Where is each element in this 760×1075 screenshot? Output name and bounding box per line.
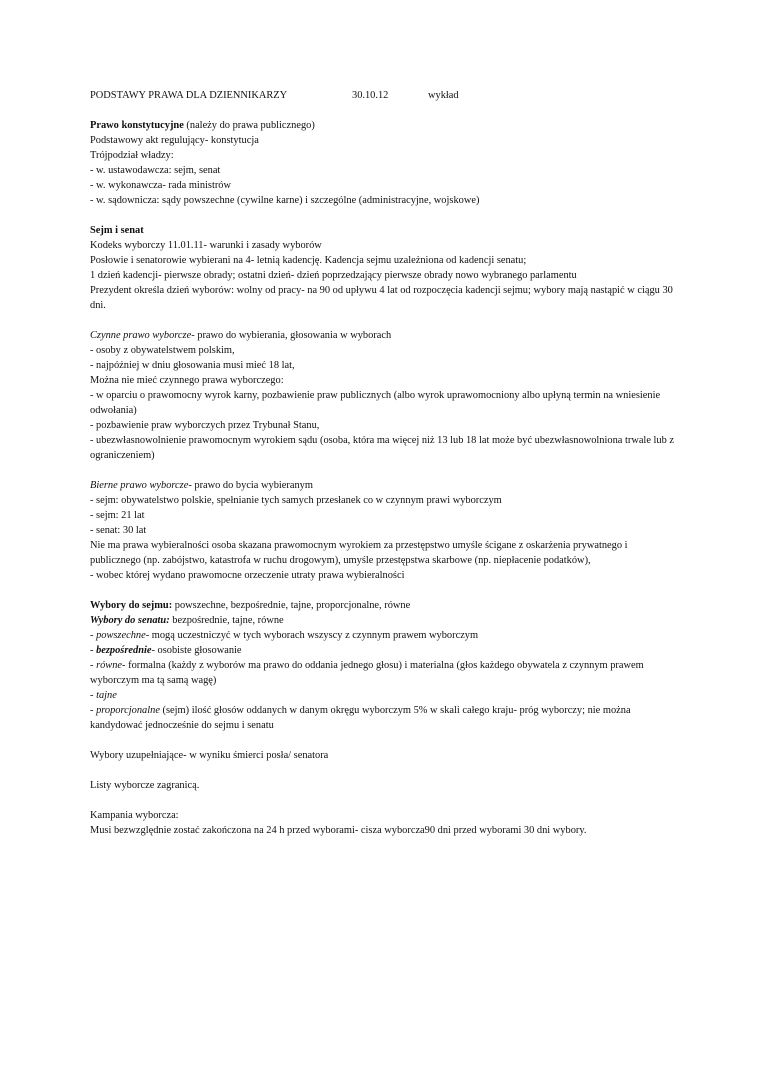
section-heading-czynne: Czynne prawo wyborcze- prawo do wybierania, głosowania w wyborach bbox=[90, 330, 392, 341]
text-line: Trójpodział władzy: bbox=[90, 150, 174, 161]
list-item: - w. ustawodawcza: sejm, senat bbox=[90, 165, 221, 176]
text-line: 1 dzień kadencji- pierwsze obrady; ostatni dzień- dzień poprzedzający pierwsze obrady nowo wybranego parlamentu bbox=[90, 270, 577, 281]
list-item: - osoby z obywatelstwem polskim, bbox=[90, 345, 235, 356]
section-heading-wybory-senat: Wybory do senatu: bezpośrednie, tajne, równe bbox=[90, 615, 284, 626]
list-item: - ubezwłasnowolnienie prawomocnym wyrokiem sądu (osoba, która ma więcej niż 13 lub 18 lat może być ubezwłasnowolniona trwale lub z ograniczeniem) bbox=[90, 435, 675, 461]
lecture-type: wykład bbox=[428, 90, 459, 101]
section-heading-wybory-sejm: Wybory do sejmu: powszechne, bezpośrednie, tajne, proporcjonalne, równe bbox=[90, 600, 411, 611]
list-item: - powszechne- mogą uczestniczyć w tych wyborach wszyscy z czynnym prawem wyborczym bbox=[90, 630, 479, 641]
lecture-date: 30.10.12 bbox=[352, 90, 389, 101]
text-line: Można nie mieć czynnego prawa wyborczego: bbox=[90, 375, 284, 386]
list-item: - tajne bbox=[90, 690, 117, 701]
list-item: - senat: 30 lat bbox=[90, 525, 147, 536]
text-line: Posłowie i senatorowie wybierani na 4- letnią kadencję. Kadencja sejmu uzależniona od kadencji senatu; bbox=[90, 255, 527, 266]
list-item: - bezpośrednie- osobiste głosowanie bbox=[90, 645, 242, 656]
text-line: Podstawowy akt regulujący- konstytucja bbox=[90, 135, 259, 146]
list-item: - równe- formalna (każdy z wyborów ma prawo do oddania jednego głosu) i materialna (głos każdego obywatela z czynnym prawem wyborczym ma tą samą wagę) bbox=[90, 660, 644, 686]
text-line: Musi bezwzględnie zostać zakończona na 24 h przed wyborami- cisza wyborcza90 dni przed wyborami 30 dni wybory. bbox=[90, 825, 587, 836]
list-item: - sejm: obywatelstwo polskie, spełnianie tych samych przesłanek co w czynnym prawi wyborczym bbox=[90, 495, 502, 506]
list-item: - pozbawienie praw wyborczych przez Trybunał Stanu, bbox=[90, 420, 320, 431]
section-heading-kampania: Kampania wyborcza: bbox=[90, 810, 179, 821]
text-line: Nie ma prawa wybieralności osoba skazana prawomocnym wyrokiem za przestępstwo umyśle ścigane z oskarżenia prywatnego i publicznego (np. zabójstwo, katastrofa w ruchu drogowym), umyśle przestępstwa skarbowe (np. niepłacenie podatków), bbox=[90, 540, 628, 566]
text-line: Prezydent określa dzień wyborów: wolny od pracy- na 90 od upływu 4 lat od rozpoczęcia kadencji sejmu; wybory mają nastąpić w ciągu 30 dni. bbox=[90, 285, 673, 311]
text-line: Listy wyborcze zagranicą. bbox=[90, 780, 200, 791]
list-item: - w. wykonawcza- rada ministrów bbox=[90, 180, 231, 191]
text-line: Wybory uzupełniające- w wyniku śmierci posła/ senatora bbox=[90, 750, 329, 761]
section-heading-sejm: Sejm i senat bbox=[90, 225, 144, 236]
list-item: - proporcjonalne (sejm) ilość głosów oddanych w danym okręgu wyborczym 5% w skali całego kraju- próg wyborczy; nie można kandydować jednocześnie do sejmu i senatu bbox=[90, 705, 631, 731]
course-title: PODSTAWY PRAWA DLA DZIENNIKARZY bbox=[90, 90, 288, 101]
section-heading-bierne: Bierne prawo wyborcze- prawo do bycia wybieranym bbox=[90, 480, 313, 491]
document-header bbox=[90, 88, 675, 103]
section-heading-konstytucja: Prawo konstytucyjne (należy do prawa publicznego) bbox=[90, 120, 315, 131]
list-item: - sejm: 21 lat bbox=[90, 510, 145, 521]
document-page bbox=[90, 88, 675, 838]
list-item: - w oparciu o prawomocny wyrok karny, pozbawienie praw publicznych (albo wyrok uprawomocniony albo upłyną termin na wniesienie odwołania) bbox=[90, 390, 661, 416]
list-item: - wobec której wydano prawomocne orzeczenie utraty prawa wybieralności bbox=[90, 570, 405, 581]
list-item: - najpóźniej w dniu głosowania musi mieć 18 lat, bbox=[90, 360, 295, 371]
list-item: - w. sądownicza: sądy powszechne (cywilne karne) i szczególne (administracyjne, wojskowe) bbox=[90, 195, 480, 206]
text-line: Kodeks wyborczy 11.01.11- warunki i zasady wyborów bbox=[90, 240, 322, 251]
